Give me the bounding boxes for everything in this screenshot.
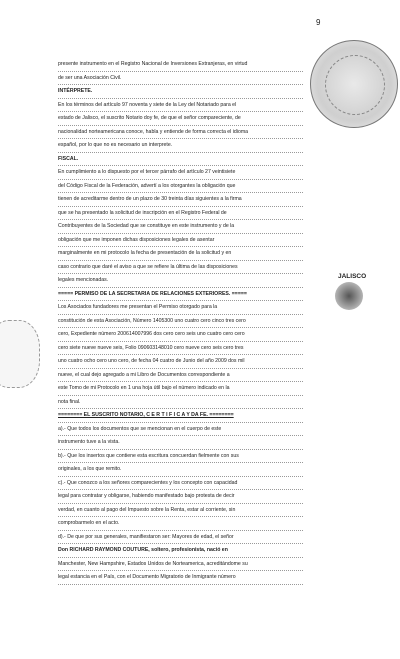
document-line (58, 220, 303, 234)
document-line (58, 180, 303, 194)
document-line (58, 355, 303, 369)
document-line (58, 247, 303, 261)
document-line (58, 409, 303, 423)
jalisco-label: JALISCO (338, 273, 367, 280)
notary-seal-image (310, 40, 398, 128)
document-line (58, 504, 303, 518)
document-line (58, 72, 303, 86)
document-line (58, 544, 303, 558)
line-text: que se ha presentado la solicitud de inscripción en el Registro Federal de (58, 209, 227, 216)
line-text: legales mencionadas. (58, 277, 109, 283)
line-text: ===== PERMISO DE LA SECRETARIA DE RELACIONES EXTERIORES. ===== (58, 290, 247, 297)
line-text: En cumplimiento a lo dispuesto por el tercer párrafo del artículo 27 veintisiete (58, 169, 236, 175)
document-line (58, 531, 303, 545)
line-text: Manchester, New Hampshire, Estados Unidos de Norteamerica, acreditándome su (58, 560, 248, 567)
line-text: marginalmente en mi protocolo la fecha de presentación de la solicitud y en (58, 250, 232, 256)
document-line (58, 558, 303, 572)
line-text: instrumento tuve a la vista. (58, 439, 120, 445)
line-text: d).- De que por sus generales, manifiestaron ser: Mayores de edad, el señor (58, 533, 234, 540)
document-line (58, 139, 303, 153)
line-text: a).- Que todos los documentos que se mencionan en el cuerpo de este (58, 425, 222, 432)
line-text: estado de Jalisco, el suscrito Notario doy fe, de que el señor compareciente, de (58, 115, 241, 121)
line-text: Los Asociados fundadores me presentan el Permiso otorgado para la (58, 304, 218, 310)
document-line (58, 288, 303, 302)
document-line (58, 342, 303, 356)
line-text: Don RICHARD RAYMOND COUTURE, soltero, profesionista, nació en (58, 547, 228, 553)
document-line (58, 328, 303, 342)
line-text: nueve, el cual dejo agregado a mi Libro de Documentos correspondiente a (58, 371, 230, 378)
document-line (58, 517, 303, 531)
line-text: b).- Que los insertos que contiene esta escritura concuerdan fielmente con sus (58, 452, 239, 459)
line-text: tienen de acreditarme dentro de un plazo de 30 treinta días siguientes a la firma (58, 196, 242, 202)
line-text: En los términos del artículo 97 noventa y siete de la Ley del Notariado para el (58, 101, 237, 108)
document-line (58, 207, 303, 221)
document-line (58, 85, 303, 99)
line-text: uno cuatro ocho cero uno cero, de fecha 04 cuatro de Junio del año 2009 dos mil (58, 358, 245, 364)
page-number: 9 (316, 18, 321, 27)
line-text: constitución de esta Asociación, Número 1405300 uno cuatro cero cinco tres cero (58, 317, 246, 324)
document-line (58, 463, 303, 477)
document-line (58, 261, 303, 275)
document-line (58, 166, 303, 180)
document-line (58, 490, 303, 504)
side-stamp-image (0, 320, 40, 388)
jalisco-logo-icon (335, 282, 363, 310)
line-text: cero, Expediente número 200614007996 dos cero cero seis uno cuatro cero cero (58, 331, 245, 337)
document-body (58, 58, 303, 585)
document-line (58, 477, 303, 491)
document-line (58, 382, 303, 396)
document-line (58, 99, 303, 113)
line-text: comprobarmelo en el acto. (58, 520, 120, 526)
document-line (58, 301, 303, 315)
document-line (58, 396, 303, 410)
document-line (58, 153, 303, 167)
line-text: c).- Que conozco a los señores comparecientes y los concepto con capacidad (58, 479, 238, 486)
line-text: legal para contratar y obligarse, habiendo manifestado bajo protesta de decir (58, 493, 235, 499)
document-line (58, 450, 303, 464)
line-text: nota final. (58, 398, 81, 405)
document-line (58, 58, 303, 72)
document-line (58, 436, 303, 450)
line-text: legal estancia en el País, con el Documento Migratorio de Inmigrante número (58, 574, 236, 580)
line-text: este Tomo de mi Protocolo en 1 una hoja útil bajo el número indicado en la (58, 385, 230, 391)
line-text: INTÉRPRETE. (58, 88, 93, 94)
line-text: nacionalidad norteamericana conoce, habla y entiende de forma correcta el idioma (58, 128, 249, 135)
document-line (58, 274, 303, 288)
line-text: originales, a los que remito. (58, 466, 122, 472)
document-line (58, 369, 303, 383)
line-text: del Código Fiscal de la Federación, advertí a los otorgantes la obligación que (58, 182, 236, 189)
line-text: presente instrumento en el Registro Nacional de Inversiones Extranjeras, en virtud (58, 61, 248, 67)
line-text: cero siete nueve nueve seis, Folio 090603148010 cero nueve cero seis cero tres (58, 344, 244, 351)
document-line (58, 112, 303, 126)
document-line (58, 423, 303, 437)
line-text: Contribuyentes de la Sociedad que se constituye en este instrumento y de la (58, 223, 235, 229)
document-line (58, 126, 303, 140)
document-line (58, 571, 303, 585)
document-line (58, 234, 303, 248)
document-line (58, 315, 303, 329)
line-text: FISCAL. (58, 155, 79, 162)
line-text: de ser una Asociación Civil. (58, 74, 122, 81)
line-text: obligación que me imponen dichas disposiciones legales de asentar (58, 236, 215, 243)
line-text: verdad, en cuanto al pago del Impuesto sobre la Renta, estar al corriente, sin (58, 506, 236, 513)
line-text: caso contrario que daré el aviso a que se refiere la última de las disposiciones (58, 263, 238, 270)
document-line (58, 193, 303, 207)
line-text: ======== EL SUSCRITO NOTARIO, C E R T I F I C A Y DA FE. ======== (58, 412, 234, 418)
line-text: español, por lo que no es necesario un interprete. (58, 142, 173, 148)
